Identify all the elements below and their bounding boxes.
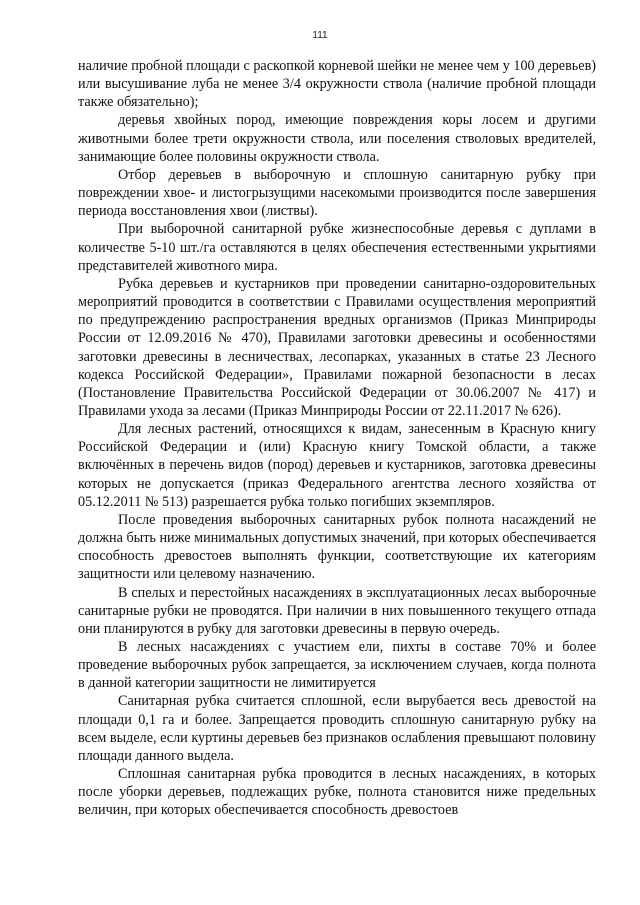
page-number: 111 <box>312 30 328 41</box>
body-text <box>78 57 596 820</box>
paragraph: При выборочной санитарной рубке жизнеспособные деревья с дуплами в количестве 5-10 шт./га оставляются в целях обеспечения естественными укрытиями представителей животного мира. <box>78 221 596 274</box>
paragraph: После проведения выборочных санитарных рубок полнота насаждений не должна быть ниже минимальных допустимых значений, при которых обеспечивается способность древостоев выполнять функции, соответствующие их категориям защитности или целевому назначению. <box>78 511 596 583</box>
paragraph: Рубка деревьев и кустарников при проведении санитарно-оздоровительных мероприятий проводится в соответствии с Правилами осуществления мероприятий по предупреждению распространения вредных организмов (Приказ Минприроды России от 12.09.2016 № 470), Правилами заготовки древесины и особенностями заготовки древесины в лесничествах, лесопарках, указанных в статье 23 Лесного кодекса Российской Федерации», Правилами пожарной безопасности в лесах (Постановление Правительства Российской Федерации от 30.06.2007 № 417) и Правилами ухода за лесами (Приказ Минприроды России от 22.11.2017 № 626). <box>78 275 596 419</box>
paragraph: Для лесных растений, относящихся к видам, занесенным в Красную книгу Российской Федерации и (или) Красную книгу Томской области, а также включённых в перечень видов (пород) деревьев и кустарников, заготовка древесины которых не допускается (приказ Федерального агентства лесного хозяйства от 05.12.2011 № 513) разрешается рубка только погибших экземпляров. <box>78 421 596 510</box>
paragraph: Отбор деревьев в выборочную и сплошную санитарную рубку при повреждении хвое- и листогрызущими насекомыми производится после завершения периода восстановления хвои (листвы). <box>78 166 596 220</box>
paragraph: В лесных насаждениях с участием ели, пихты в составе 70% и более проведение выборочных рубок запрещается, за исключением случаев, когда полнота в данной категории защитности не лимитируется <box>78 639 596 692</box>
paragraph: Санитарная рубка считается сплошной, если вырубается весь древостой на площади 0,1 га и более. Запрещается проводить сплошную санитарную рубку на всем выделе, если куртины деревьев без признаков ослабления превышают половину площади данного выдела. <box>78 693 596 764</box>
paragraph: Сплошная санитарная рубка проводится в лесных насаждениях, в которых после уборки деревьев, подлежащих рубке, полнота становится ниже предельных величин, при которых обеспечивается способность древостоев <box>78 766 596 819</box>
paragraph: наличие пробной площади с раскопкой корневой шейки не менее чем у 100 деревьев) или высушивание луба не менее 3/4 окружности ствола (наличие пробной площади также обязательно); <box>78 58 596 111</box>
paragraph: деревья хвойных пород, имеющие повреждения коры лосем и другими животными более трети окружности ствола, или поселения стволовых вредителей, занимающие более половины окружности ствола. <box>78 112 596 165</box>
paragraph: В спелых и перестойных насаждениях в эксплуатационных лесах выборочные санитарные рубки не проводятся. При наличии в них повышенного текущего отпада они планируются в рубку для заготовки древесины в первую очередь. <box>78 584 596 637</box>
